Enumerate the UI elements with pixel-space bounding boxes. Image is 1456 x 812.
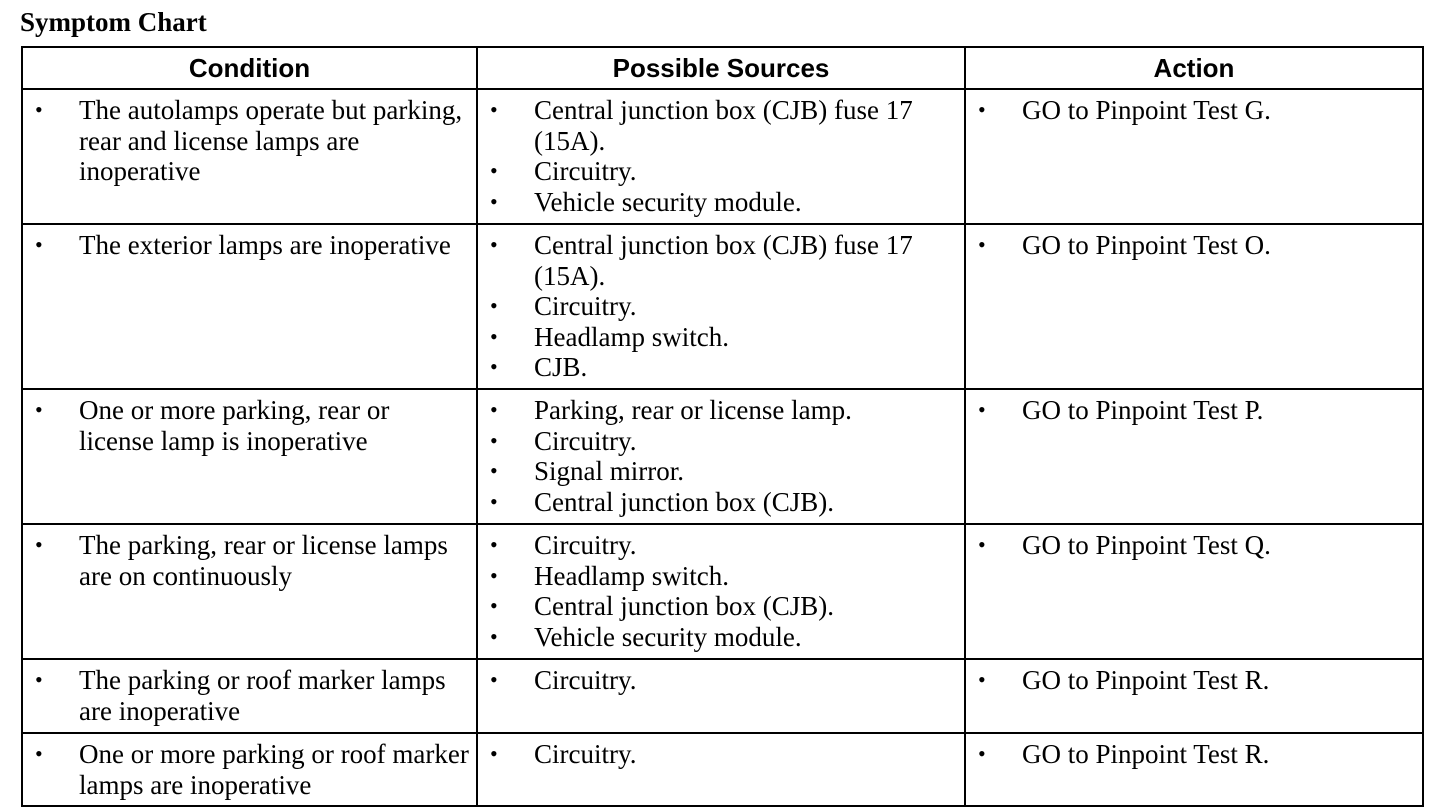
condition-cell (22, 524, 477, 659)
bullet-icon: • (490, 427, 498, 453)
action-item: • GO to Pinpoint Test P. (978, 395, 1264, 425)
source-item: • Headlamp switch. (490, 560, 729, 591)
table-row (22, 389, 1423, 524)
bullet-icon: • (35, 232, 43, 257)
sources-cell (477, 89, 965, 224)
source-item: • Parking, rear or license lamp. (490, 395, 852, 425)
source-item: • Headlamp switch. (490, 321, 729, 352)
source-item: • Circuitry. (490, 530, 637, 560)
condition-cell (22, 389, 477, 524)
action-item: • GO to Pinpoint Test O. (978, 230, 1271, 260)
condition-cell (22, 224, 477, 389)
condition-item: • One or more parking or roof marker lamps are inoperative (35, 739, 469, 800)
condition-cell (22, 733, 477, 806)
sources-cell (477, 389, 965, 524)
bullet-icon: • (490, 741, 498, 766)
table-row (22, 733, 1423, 806)
action-cell (965, 224, 1423, 389)
bullet-icon: • (978, 532, 986, 557)
source-item: • Circuitry. (490, 425, 637, 456)
bullet-icon: • (35, 97, 43, 122)
source-item: • Central junction box (CJB) fuse 17 (15A). (490, 230, 913, 291)
action-cell (965, 659, 1423, 733)
bullet-icon: • (490, 532, 498, 557)
condition-item: • The parking or roof marker lamps are inoperative (35, 665, 446, 726)
bullet-icon: • (490, 97, 498, 122)
source-item: • Circuitry. (490, 156, 637, 186)
bullet-icon: • (490, 667, 498, 692)
action-item: • GO to Pinpoint Test G. (978, 95, 1271, 125)
source-item: • Vehicle security module. (490, 186, 802, 217)
bullet-icon: • (35, 397, 43, 422)
sources-cell (477, 524, 965, 659)
source-item: • CJB. (490, 352, 588, 382)
source-item: • Circuitry. (490, 291, 637, 321)
table-row (22, 89, 1423, 224)
sources-cell (477, 224, 965, 389)
bullet-icon: • (490, 623, 498, 649)
bullet-icon: • (978, 667, 986, 692)
header-row (22, 47, 1423, 89)
action-item: • GO to Pinpoint Test Q. (978, 530, 1271, 560)
bullet-icon: • (490, 397, 498, 422)
source-item: • Signal mirror. (490, 456, 684, 486)
condition-cell (22, 89, 477, 224)
condition-cell (22, 659, 477, 733)
action-cell (965, 524, 1423, 659)
column-header-possible-sources: Possible Sources (477, 47, 965, 89)
bullet-icon: • (35, 532, 43, 557)
source-item: • Central junction box (CJB). (490, 486, 834, 517)
bullet-icon: • (490, 293, 498, 318)
bullet-icon: • (490, 488, 498, 514)
bullet-icon: • (490, 323, 498, 349)
bullet-icon: • (490, 232, 498, 257)
source-item: • Central junction box (CJB) fuse 17 (15A). (490, 95, 913, 156)
condition-item: • One or more parking, rear or license lamp is inoperative (35, 395, 390, 456)
condition-item: • The autolamps operate but parking, rear and license lamps are inoperative (35, 95, 463, 186)
symptom-table (21, 46, 1424, 807)
bullet-icon: • (490, 562, 498, 588)
bullet-icon: • (490, 158, 498, 183)
table-row (22, 524, 1423, 659)
bullet-icon: • (978, 397, 986, 422)
source-item: • Circuitry. (490, 739, 637, 769)
bullet-icon: • (978, 97, 986, 122)
action-cell (965, 389, 1423, 524)
bullet-icon: • (35, 741, 43, 766)
page-title: Symptom Chart (20, 7, 207, 37)
source-item: • Vehicle security module. (490, 621, 802, 652)
bullet-icon: • (978, 232, 986, 257)
action-item: • GO to Pinpoint Test R. (978, 665, 1270, 695)
column-header-action: Action (965, 47, 1423, 89)
action-cell (965, 89, 1423, 224)
bullet-icon: • (490, 593, 498, 618)
column-header-condition: Condition (22, 47, 477, 89)
bullet-icon: • (490, 354, 498, 379)
action-cell (965, 733, 1423, 806)
source-item: • Central junction box (CJB). (490, 591, 834, 621)
action-item: • GO to Pinpoint Test R. (978, 739, 1270, 769)
source-item: • Circuitry. (490, 665, 637, 695)
bullet-icon: • (35, 667, 43, 692)
bullet-icon: • (490, 188, 498, 214)
sources-cell (477, 733, 965, 806)
condition-item: • The parking, rear or license lamps are on continuously (35, 530, 448, 591)
bullet-icon: • (978, 741, 986, 766)
sources-cell (477, 659, 965, 733)
condition-item: • The exterior lamps are inoperative (35, 230, 451, 260)
bullet-icon: • (490, 458, 498, 483)
table-row (22, 224, 1423, 389)
table-row (22, 659, 1423, 733)
